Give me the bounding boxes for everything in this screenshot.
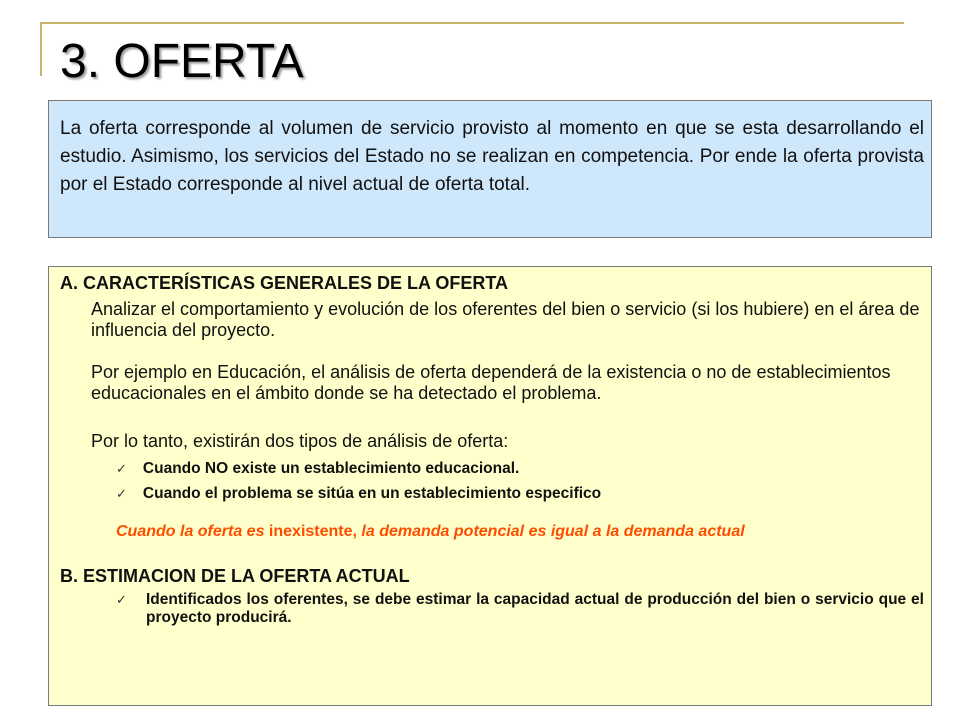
highlight-note-part-1: Cuando la oferta es [116,523,265,540]
intro-text: La oferta corresponde al volumen de servicio provisto al momento en que se esta desarrollando el estudio. Asimismo, los servicios del Estado no se realizan en competencia. Por ende la oferta provista por el Estado corresponde al nivel actual de oferta total. [60,118,924,195]
checkmark-icon: ✓ [116,486,127,501]
content-box [48,266,932,706]
section-b-heading: B. ESTIMACION DE LA OFERTA ACTUAL [60,566,410,586]
checklist-item [116,484,601,503]
section-b-checklist-item [116,591,924,627]
slide-title: 3. OFERTA [60,35,304,88]
checklist-item [116,459,519,478]
checklist-item-text: Cuando el problema se sitúa en un establecimiento especifico [142,485,602,502]
checkmark-icon: ✓ [116,461,127,476]
checklist-item-text: Cuando NO existe un establecimiento educacional. [142,460,520,477]
highlight-note-part-3: la demanda potencial es igual a la demanda actual [356,523,745,540]
top-decorative-rule [40,22,904,24]
section-a-heading: A. CARACTERÍSTICAS GENERALES DE LA OFERTA [60,273,509,293]
highlight-note-part-2: inexistente, [264,523,357,540]
section-a-paragraph-2: Por ejemplo en Educación, el análisis de oferta dependerá de la existencia o no de establecimientos educacionales en el ámbito donde se ha detectado el problema. [91,362,891,403]
intro-box [48,100,932,238]
section-a-paragraph-3: Por lo tanto, existirán dos tipos de análisis de oferta: [91,431,509,451]
left-decorative-rule [40,22,42,76]
section-b-item-text: Identificados los oferentes, se debe estimar la capacidad actual de producción del bien o servicio que el proyecto producirá. [146,591,924,626]
section-a-paragraph-1: Analizar el comportamiento y evolución de los oferentes del bien o servicio (si los hubiere) en el área de influencia del proyecto. [91,299,920,340]
highlight-note [116,522,745,542]
checkmark-icon: ✓ [116,592,127,607]
